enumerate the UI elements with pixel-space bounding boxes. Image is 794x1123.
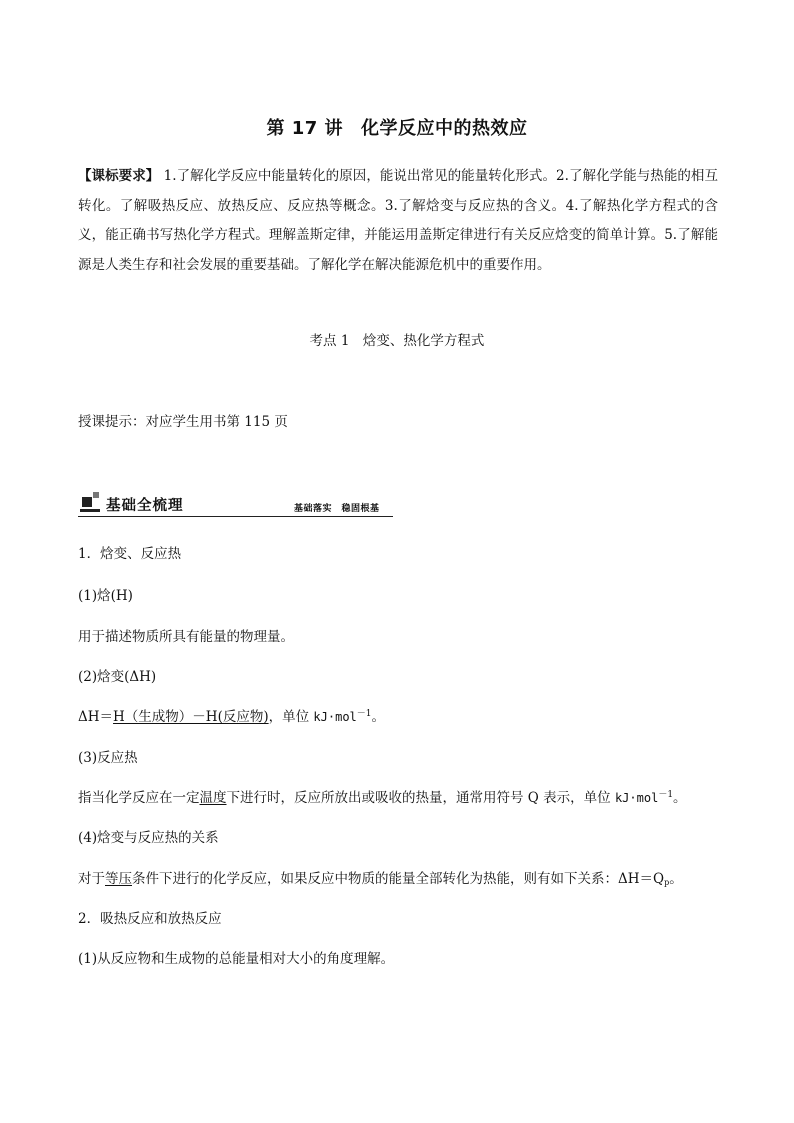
heading-endo-exo: 2．吸热反应和放热反应: [78, 911, 222, 927]
requirements-label: 【课标要求】: [78, 168, 160, 184]
banner-square-small-icon: [93, 492, 99, 498]
subheading-total-energy: (1)从反应物和生成物的总能量相对大小的角度理解。: [78, 951, 395, 967]
banner-square-icon: [82, 497, 92, 507]
lecture-topic: 化学反应中的热效应: [361, 118, 528, 139]
paragraph-relation: [78, 867, 683, 887]
sentence-end: 。: [669, 871, 683, 887]
underlined-isobaric: 等压: [105, 871, 132, 887]
page-title: [0, 114, 794, 140]
paragraph-enthalpy-formula: [78, 705, 385, 725]
teaching-hint: 授课提示：对应学生用书第 115 页: [78, 414, 288, 430]
reaction-heat-text-a: 指当化学反应在一定: [78, 790, 200, 806]
relation-text-a: 对于: [78, 871, 105, 887]
curriculum-requirements: [78, 162, 718, 280]
subheading-reaction-heat: (3)反应热: [78, 750, 138, 766]
heading-enthalpy-change: 1．焓变、反应热: [78, 546, 182, 562]
relation-formula: ΔH＝Q: [618, 871, 665, 887]
requirements-text: 1.了解化学反应中能量转化的原因，能说出常见的能量转化形式。2.了解化学能与热能的相互转化。了解吸热反应、放热反应、反应热等概念。3.了解焓变与反应热的含义。4.了解热化学方程式的含义，能正确书写热化学方程式。理解盖斯定律，并能运用盖斯定律进行有关反应焓变的简单计算。5.了解能源是人类生存和社会发展的重要基础。了解化学在解决能源危机中的重要作用。: [78, 168, 718, 273]
paragraph-enthalpy: 用于描述物质所具有能量的物理量。: [78, 629, 294, 645]
banner-bar-icon: [80, 509, 100, 512]
relation-text-b: 条件下进行的化学反应，如果反应中物质的能量全部转化为热能，则有如下关系：: [132, 871, 618, 887]
formula-subscript: p: [664, 878, 670, 887]
formula-lhs: ΔH＝: [78, 709, 114, 725]
subheading-relation: (4)焓变与反应热的关系: [78, 830, 219, 846]
unit-exponent: －1: [356, 709, 372, 719]
underlined-temperature: 温度: [199, 790, 227, 806]
paragraph-reaction-heat: [78, 786, 687, 806]
sentence-end: 。: [371, 709, 386, 725]
reaction-heat-text-b: 下进行时，反应所放出或吸收的热量，通常用符号 Q 表示，单位: [226, 790, 615, 806]
sentence-end: 。: [673, 790, 687, 806]
formula-rhs: H（生成物）－H(反应物): [113, 709, 269, 725]
subheading-enthalpy: (1)焓(H): [78, 588, 133, 604]
unit-text: kJ·mol: [614, 791, 659, 805]
unit-exponent: －1: [658, 790, 674, 800]
section-banner: [78, 492, 393, 517]
formula-unit-prefix: ，单位: [268, 709, 314, 725]
unit-text: kJ·mol: [313, 710, 357, 724]
section-heading: 考点 1 焓变、热化学方程式: [309, 333, 485, 349]
subheading-enthalpy-change: (2)焓变(ΔH): [78, 669, 157, 685]
banner-title: 基础全梳理: [106, 498, 184, 514]
banner-subtitle: 基础落实 稳固根基: [294, 504, 380, 514]
lecture-number: 第 17 讲: [266, 118, 344, 139]
